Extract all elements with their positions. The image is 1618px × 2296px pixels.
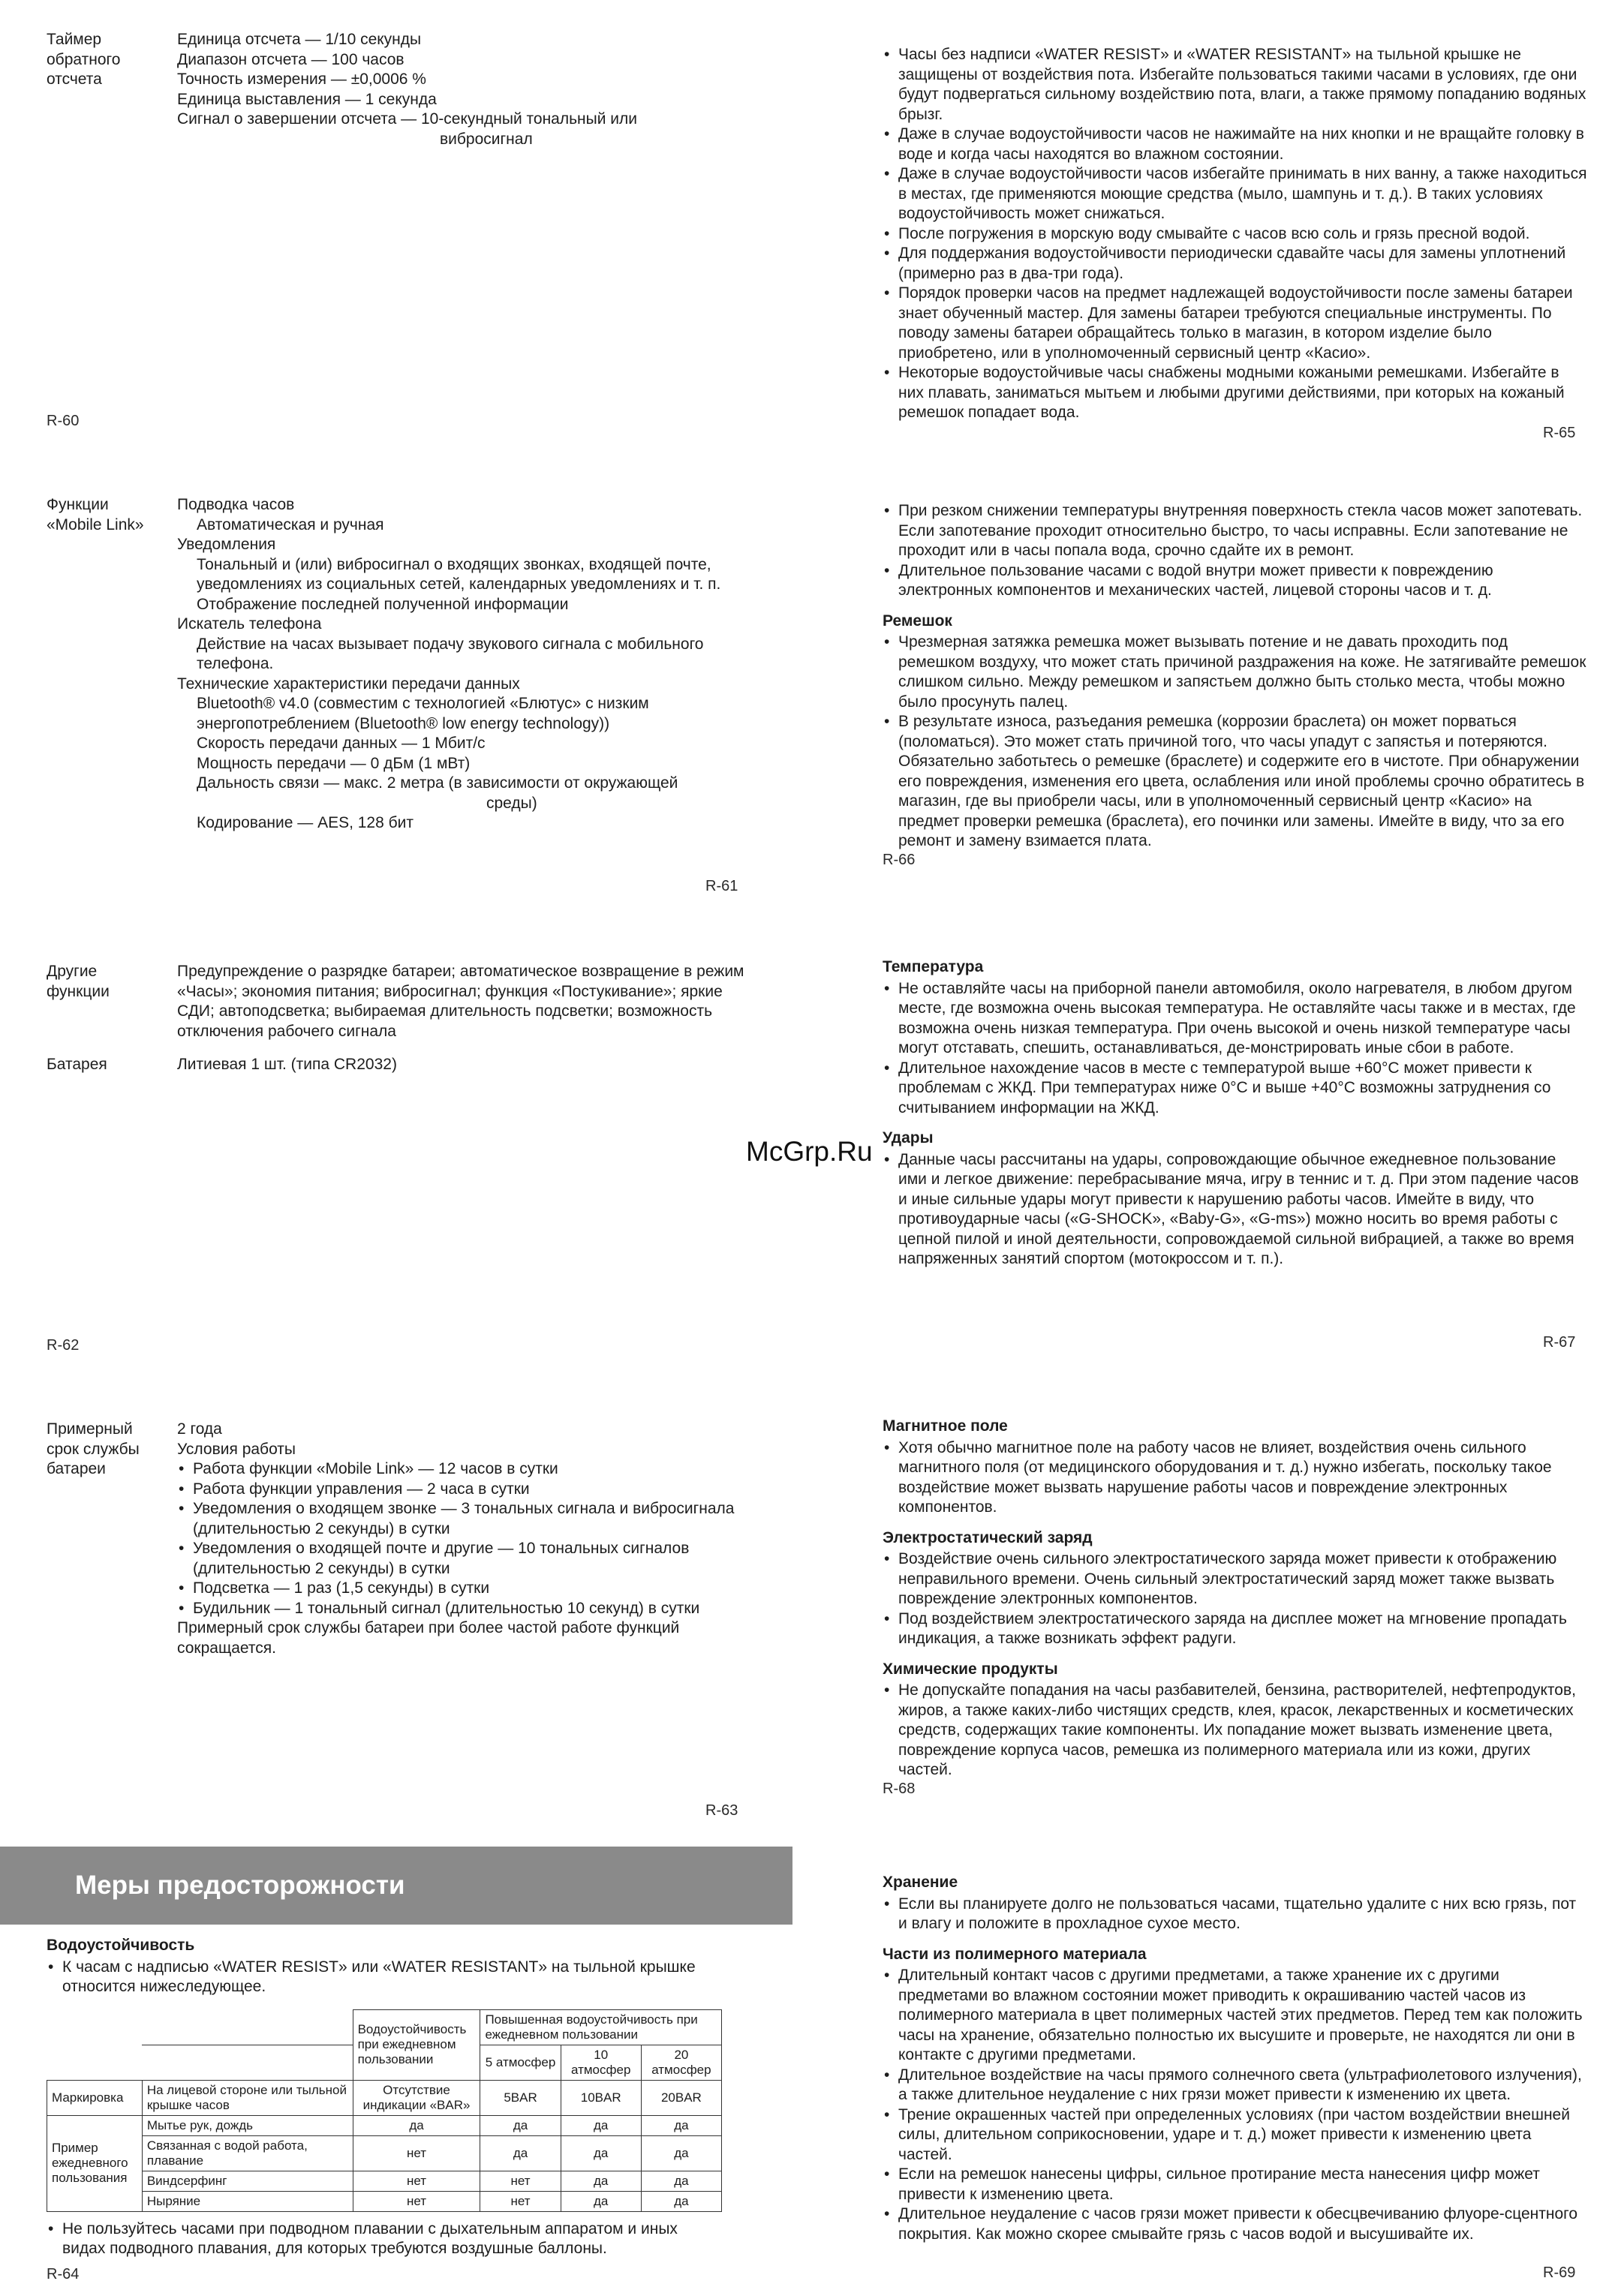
table-cell: 5BAR (480, 2080, 561, 2115)
list-item: • К часам с надписью «WATER RESIST» или «WATER RESISTANT» на тыльной крышке относится нижеследующее. (47, 1958, 722, 1997)
list-item: • Порядок проверки часов на предмет надлежащей водоустойчивости после замены батареи знает обученный мастер. Для замены батареи требуются специальные инструменты. По поводу замены батареи обращайтесь только в магазин, в котором изделие было приобретено, или в уполномоченный сервисный центр «Касио». (883, 284, 1588, 363)
spec-line: Тональный и (или) вибросигнал о входящих звонках, входящей почте, уведомлениях из социальных сетей, календарных уведомлениях и т. п. (197, 555, 721, 593)
section-heading: Части из полимерного материала (883, 1945, 1147, 1963)
spec-line: Автоматическая и ручная (197, 515, 384, 533)
list-item: • Длительное неудаление с часов грязи может привести к обесцвечиванию флуоре-сцентного покрытия. Как можно скорее смывайте грязь с часов водой и высушивайте их. (883, 2204, 1588, 2244)
list-item: • Не оставляйте часы на приборной панели автомобиля, около нагревателя, в любом другом месте, где возможна очень высокая температура. Не оставляйте часы также и в местах, где возможна очень низкая температура. При очень высокой и очень низкой температуре часы могут отставать, спешить, останавливаться, де-монстрировать иные сбои в работе. (883, 979, 1588, 1059)
page-number: R-69 (1543, 2264, 1576, 2281)
section-heading: Водоустойчивость (47, 1937, 195, 1954)
bullet-list (883, 1966, 1588, 2244)
r69-block (883, 1873, 1588, 2244)
spec-line: Диапазон отсчета — 100 часов (177, 50, 404, 68)
r66-block (883, 501, 1588, 868)
section-heading: Хранение (883, 1874, 958, 1891)
spec-line: Подводка часов (177, 496, 295, 513)
section-heading: Электростатический заряд (883, 1528, 1093, 1546)
list-item: • Данные часы рассчитаны на удары, сопровождающие обычное ежедневное пользование ими и легкое движение: перебрасывание мяча, игру в теннис и т. д. При этом падение часов и иные сильные удары могут привести к нарушению работы часов. Имейте в виду, что противоударные часы («G-SHOCK», «Baby-G», «G-ms») можно носить во время работы с цепной пилой и иной деятельности, сопровождаемой сильной вибрацией, а также во время напряженных занятий спортом (мотокроссом и т. п.). (883, 1150, 1588, 1270)
list-item: • Даже в случае водоустойчивости часов избегайте принимать в них ванну, а также находиться в местах, где применяются моющие средства (мыло, шампунь и т. д.). В таких условиях водоустойчивость может снижаться. (883, 164, 1588, 224)
page-number: R-67 (1543, 1334, 1576, 1351)
battery-life-label: Примерный срок службы батареи (47, 1420, 140, 1477)
list-item: • Для поддержания водоустойчивости периодически сдавайте часы для замены уплотнений (примерно раз в два-три года). (883, 244, 1588, 284)
marking-label: Маркировка (47, 2080, 143, 2115)
spec-line: Мощность передачи — 0 дБм (1 мВт) (197, 754, 471, 772)
table-cell: да (561, 2115, 641, 2135)
table-cell: 20BAR (641, 2080, 721, 2115)
spec-line: вибросигнал (440, 130, 533, 148)
list-item: • Подсветка — 1 раз (1,5 секунды) в сутки (177, 1579, 747, 1599)
atm-header: 5 атмосфер (480, 2045, 561, 2080)
bullet-list (883, 501, 1588, 601)
table-cell: да (480, 2135, 561, 2171)
table-cell: нет (480, 2171, 561, 2191)
table-cell: Виндсерфинг (142, 2171, 353, 2191)
spec-line: Отображение последней полученной информации (197, 595, 569, 613)
section-heading: Температура (883, 958, 984, 975)
table-row (47, 2135, 722, 2171)
spec-line: Точность измерения — ±0,0006 % (177, 71, 426, 88)
other-functions-label: Другие функции (47, 963, 110, 1000)
spec-line: Единица выставления — 1 секунда (177, 90, 437, 108)
list-item: • При резком снижении температуры внутренняя поверхность стекла часов может запотевать. Если запотевание проходит относительно быстро, то часы исправны. Если запотевание не проходит или в часы попала вода, срочно сдайте их в ремонт. (883, 501, 1588, 561)
spec-line: среды) (486, 794, 537, 812)
lead-line: 2 года (177, 1420, 222, 1438)
spec-line: Скорость передачи данных — 1 Мбит/с (197, 735, 486, 752)
table-cell: Ныряние (142, 2191, 353, 2211)
spec-line: Единица отсчета — 1/10 секунды (177, 31, 422, 48)
table-cell: нет (353, 2191, 480, 2211)
atm-header: 20 атмосфер (641, 2045, 721, 2080)
col-daily: Водоустойчивость при ежедневном пользовании (353, 2009, 480, 2080)
marking-desc: На лицевой стороне или тыльной крышке часов (142, 2080, 353, 2115)
list-item: • Длительное нахождение часов в месте с температурой выше +60°C может привести к проблемам с ЖКД. При температурах ниже 0°C и выше +40°C возможны затруднения со считыванием информации на ЖКД. (883, 1059, 1588, 1119)
other-functions-text: Предупреждение о разрядке батареи; автоматическое возвращение в режим «Часы»; экономия питания; вибросигнал; функция «Постукивание»; яркие СДИ; автоподсветка; выбираемая длительность подсветки; возможность отключения рабочего сигнала (177, 963, 744, 1040)
battery-text: Литиевая 1 шт. (типа CR2032) (177, 1056, 397, 1073)
water-resistance-table (47, 2009, 722, 2212)
r68-block (883, 1417, 1588, 1797)
page-number: R-60 (47, 413, 80, 429)
section-heading: Ремешок (883, 612, 952, 630)
section-heading: Химические продукты (883, 1660, 1058, 1678)
list-item: • Длительное пользование часами с водой внутри может привести к повреждению электронных компонентов и механических частей, лицевой стороны часов и т. д. (883, 561, 1588, 601)
section-banner (0, 1847, 792, 1925)
table-cell: нет (353, 2171, 480, 2191)
table-row (47, 2191, 722, 2211)
timer-label: Таймер обратного отсчета (47, 31, 121, 88)
bullet-list (883, 1549, 1588, 1649)
list-item: • Трение окрашенных частей при определенных условиях (при частом воздействии внешней силы, длительном соприкосновении, ударе и т. д.) может привести к изменению цвета частей. (883, 2105, 1588, 2165)
table-cell: Связанная с водой работа, плавание (142, 2135, 353, 2171)
mobile-link-specs (177, 495, 755, 834)
table-cell: да (641, 2135, 721, 2171)
atm-header: 10 атмосфер (561, 2045, 641, 2080)
table-cell: 10BAR (561, 2080, 641, 2115)
list-item: • Чрезмерная затяжка ремешка может вызывать потение и не давать проходить под ремешком воздуху, что может стать причиной раздражения на коже. Не затягивайте ремешок слишком сильно. Между ремешком и запястьем должно быть столько места, чтобы можно было просунуть палец. (883, 633, 1588, 712)
list-item: • Даже в случае водоустойчивости часов не нажимайте на них кнопки и не вращайте головку в воде и когда часы находятся во влажном состоянии. (883, 125, 1588, 164)
timer-specs (177, 30, 762, 149)
bullet-list (883, 1150, 1588, 1270)
bullet-list (883, 1438, 1588, 1518)
spec-line: Сигнал о завершении отсчета — 10-секундный тональный или (177, 110, 638, 128)
page-number: R-64 (47, 2266, 80, 2282)
table-cell: да (561, 2191, 641, 2211)
table-cell: да (353, 2115, 480, 2135)
spec-line: Кодирование — AES, 128 бит (197, 814, 414, 831)
col-enhanced: Повышенная водоустойчивость при ежедневном пользовании (480, 2009, 722, 2045)
r65-block (883, 45, 1588, 423)
list-item: • Не пользуйтесь часами при подводном плавании с дыхательным аппаратом и иных видах подводного плавания, для которых требуются воздушные баллоны. (47, 2219, 722, 2259)
table-cell: нет (480, 2191, 561, 2211)
table-cell: да (641, 2171, 721, 2191)
list-item: • Длительный контакт часов с другими предметами, а также хранение их с другими предметами во влажном состоянии может приводить к окрашиванию частей часов из полимерного материала в цвет полимерных частей этих предметов. Перед тем как положить часы на хранение, обязательно полностью их высушите и проверьте, не находятся ли они в контакте с другими предметами. (883, 1966, 1588, 2066)
list-item: • Часы без надписи «WATER RESIST» и «WATER RESISTANT» на тыльной крышке не защищены от воздействия пота. Избегайте пользоваться такими часами в условиях, где они будут подвергаться сильному воздействию пота, влаги, а также прямому попаданию водяных брызг. (883, 45, 1588, 125)
table-cell: да (641, 2191, 721, 2211)
page-number: R-62 (47, 1337, 80, 1354)
page-number: R-61 (705, 878, 738, 894)
list-item: • Длительное воздействие на часы прямого солнечного света (ультрафиолетового излучения), а также длительное неудаление с них грязи может привести к изменению их цвета. (883, 2066, 1588, 2105)
intro-list (47, 1958, 722, 1997)
spec-line: Технические характеристики передачи данных (177, 675, 520, 693)
list-item: • Если вы планируете долго не пользоваться часами, тщательно удалите с них всю грязь, пот и влагу и положите в прохладное сухое место. (883, 1895, 1588, 1934)
battery-label: Батарея (47, 1056, 107, 1073)
table-row (47, 2115, 722, 2135)
list-item: • Уведомления о входящей почте и другие — 10 тональных сигналов (длительностью 2 секунды) в сутки (177, 1539, 747, 1579)
page-number: R-68 (883, 1780, 916, 1797)
bullet-list (883, 1895, 1588, 1934)
table-cell: Мытье рук, дождь (142, 2115, 353, 2135)
watermark: McGrp.Ru (746, 1136, 873, 1167)
spec-line: Дальность связи — макс. 2 метра (в зависимости от окружающей (197, 774, 678, 792)
table-cell: да (480, 2115, 561, 2135)
list-item: • Некоторые водоустойчивые часы снабжены модными кожаными ремешками. Избегайте в них плавать, заниматься мытьем и любыми другими действиями, при которых на кожаный ремешок попадает вода. (883, 363, 1588, 423)
page-number: R-66 (883, 851, 916, 868)
spec-line: Действие на часах вызывает подачу звукового сигнала с мобильного телефона. (197, 635, 704, 672)
water-resistance-section (47, 1936, 722, 2259)
section-heading: Магнитное поле (883, 1417, 1008, 1435)
list-item: • Воздействие очень сильного электростатического заряда может привести к отображению неправильного времени. Очень сильный электростатический заряд может также вызвать повреждение электронных компонентов. (883, 1549, 1588, 1609)
table-cell: да (561, 2135, 641, 2171)
note-list (47, 2219, 722, 2259)
list-item: • Уведомления о входящем звонке — 3 тональных сигнала и вибросигнала (длительностью 2 секунды) в сутки (177, 1499, 747, 1539)
lead-line: Условия работы (177, 1440, 296, 1458)
conditions-list (177, 1459, 747, 1618)
list-item: • Не допускайте попадания на часы разбавителей, бензина, растворителей, нефтепродуктов, жиров, а также каких-либо чистящих средств, клея, красок, лекарственных и косметических средств, содержащих такие компоненты. Их попадание может вызвать изменение цвета, повреждение корпуса часов, ремешка из полимерного материала или из кожи, других частей. (883, 1681, 1588, 1781)
table-cell: да (641, 2115, 721, 2135)
section-heading: Удары (883, 1129, 934, 1146)
list-item: • Работа функции управления — 2 часа в сутки (177, 1480, 747, 1500)
list-item: • Если на ремешок нанесены цифры, сильное протирание места нанесения цифр может привести к изменению цвета. (883, 2165, 1588, 2204)
list-item: • После погружения в морскую воду смывайте с часов всю соль и грязь пресной водой. (883, 224, 1588, 245)
mobile-link-label: Функции «Mobile Link» (47, 496, 144, 533)
spec-line: Искатель телефона (177, 615, 322, 633)
tail-text: Примерный срок службы батареи при более частой работе функций сокращается. (177, 1619, 680, 1657)
battery-life-block (177, 1420, 747, 1658)
list-item: • Работа функции «Mobile Link» — 12 часов в сутки (177, 1459, 747, 1480)
list-item: • В результате износа, разъедания ремешка (коррозии браслета) он может порваться (поломаться). Это может стать причиной того, что часы упадут с запястья и потеряются. Обязательно заботьтесь о ремешке (браслете) и содержите его в чистоте. При обнаружении его повреждения, изменения его цвета, ослабления или иной проблемы срочно обратитесь в магазин, где вы приобрели часы, или в уполномоченный сервисный центр «Касио» на предмет проверки ремешка (браслета), его починки или замены. Имейте в виду, что за его ремонт и замену взимается плата. (883, 712, 1588, 852)
list-item: • Будильник — 1 тональный сигнал (длительностью 10 секунд) в сутки (177, 1599, 747, 1619)
list-item: • Под воздействием электростатического заряда на дисплее может на мгновение пропадать индикация, а также возникать эффект радуги. (883, 1609, 1588, 1649)
list-item: • Хотя обычно магнитное поле на работу часов не влияет, воздействия очень сильного магнитного поля (от медицинского оборудования и т. д.) нужно избегать, поскольку такое воздействие может вызвать нарушение работы часов и повреждение электронных компонентов. (883, 1438, 1588, 1518)
page-number: R-65 (1543, 425, 1576, 441)
banner-title: Меры предосторожности (75, 1871, 405, 1900)
examples-label: Пример ежедневного пользования (47, 2115, 143, 2211)
table-cell: да (561, 2171, 641, 2191)
table-cell: Отсутствие индикации «BAR» (353, 2080, 480, 2115)
spec-line: Уведомления (177, 536, 276, 553)
bullet-list (883, 1681, 1588, 1781)
bullet-list (883, 979, 1588, 1119)
spec-line: Bluetooth® v4.0 (совместим с технологией «Блютус» с низким энергопотреблением (Bluetooth® low energy technology)) (197, 695, 649, 732)
table-row (47, 2171, 722, 2191)
r67-block (883, 957, 1588, 1270)
table-cell: нет (353, 2135, 480, 2171)
bullet-list (883, 45, 1588, 423)
page-number: R-63 (705, 1802, 738, 1819)
bullet-list (883, 633, 1588, 852)
